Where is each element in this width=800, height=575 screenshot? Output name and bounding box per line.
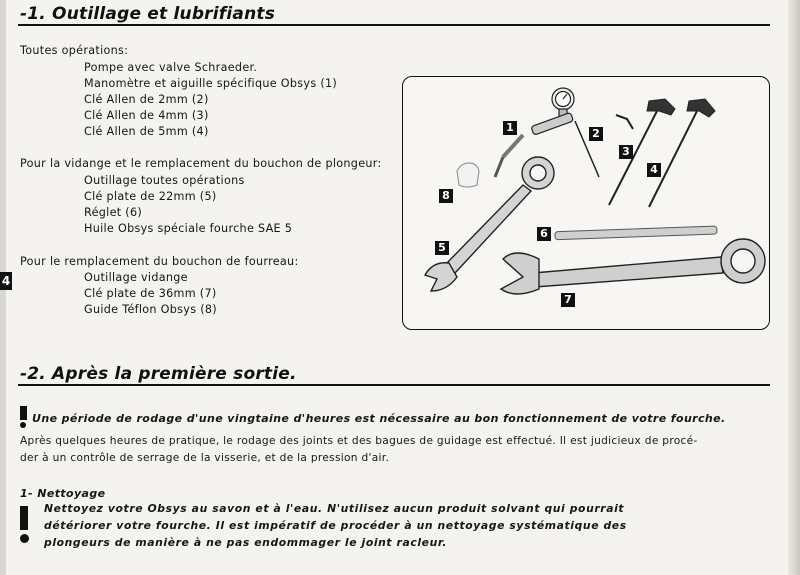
tool-item: Huile Obsys spéciale fourche SAE 5 [84,222,293,235]
tool-item: Manomètre et aiguille spécifique Obsys (1) [84,77,338,90]
paragraph-line: Après quelques heures de pratique, le rodage des joints et des bagues de guidage est effectué. Il est judicieux de procé- [20,435,698,447]
group-heading-vidange: Pour la vidange et le remplacement du bouchon de plongeur: [20,157,382,170]
notice-line: détériorer votre fourche. Il est impératif de procéder à un nettoyage systématique des [44,519,627,532]
callout-6: 6 [537,227,551,241]
section2-title: -2. Après la première sortie. [20,364,297,384]
group-heading-all-operations: Toutes opérations: [20,44,129,57]
section2-rule [18,384,770,386]
callout-2: 2 [589,127,603,141]
break-in-warning: Une période de rodage d'une vingtaine d'heures est nécessaire au bon fonctionnement de votre fourche. [32,412,726,425]
tool-item: Clé Allen de 2mm (2) [84,93,209,106]
notice-line: plongeurs de manière à ne pas endommager le joint racleur. [44,536,447,549]
group-heading-fourreau: Pour le remplacement du bouchon de fourreau: [20,255,299,268]
callout-1: 1 [503,121,517,135]
warning-mark-dot [20,422,26,428]
ruler [555,226,717,240]
tool-item: Outillage toutes opérations [84,174,245,187]
callout-3: 3 [619,145,633,159]
tool-item: Réglet (6) [84,206,143,219]
notice-mark-dot [20,534,29,543]
tool-item: Clé plate de 36mm (7) [84,287,217,300]
tools-figure [402,76,770,330]
callout-8: 8 [439,189,453,203]
callout-7: 7 [561,293,575,307]
cleaning-subheading: 1- Nettoyage [20,487,106,500]
tool-item: Clé Allen de 4mm (3) [84,109,209,122]
wrench-36mm [501,239,765,294]
section1-rule [18,24,770,26]
notice-mark [20,506,28,530]
page-tab: 4 [1,274,11,288]
section1-title: -1. Outillage et lubrifiants [20,4,276,24]
tools-illustration [403,77,769,329]
warning-mark [20,406,27,420]
tool-item: Clé plate de 22mm (5) [84,190,217,203]
tool-item: Pompe avec valve Schraeder. [84,61,258,74]
teflon-guide [457,163,479,187]
notice-line: Nettoyez votre Obsys au savon et à l'eau. N'utilisez aucun produit solvant qui pourrait [44,502,625,515]
callout-5: 5 [435,241,449,255]
callout-4: 4 [647,163,661,177]
paragraph-line: der à un contrôle de serrage de la visserie, et de la pression d'air. [20,452,390,464]
tool-item: Outillage vidange [84,271,188,284]
tool-item: Guide Téflon Obsys (8) [84,303,217,316]
tool-item: Clé Allen de 5mm (4) [84,125,209,138]
allen-key-2mm [616,115,633,129]
page-edge-right [788,0,800,575]
